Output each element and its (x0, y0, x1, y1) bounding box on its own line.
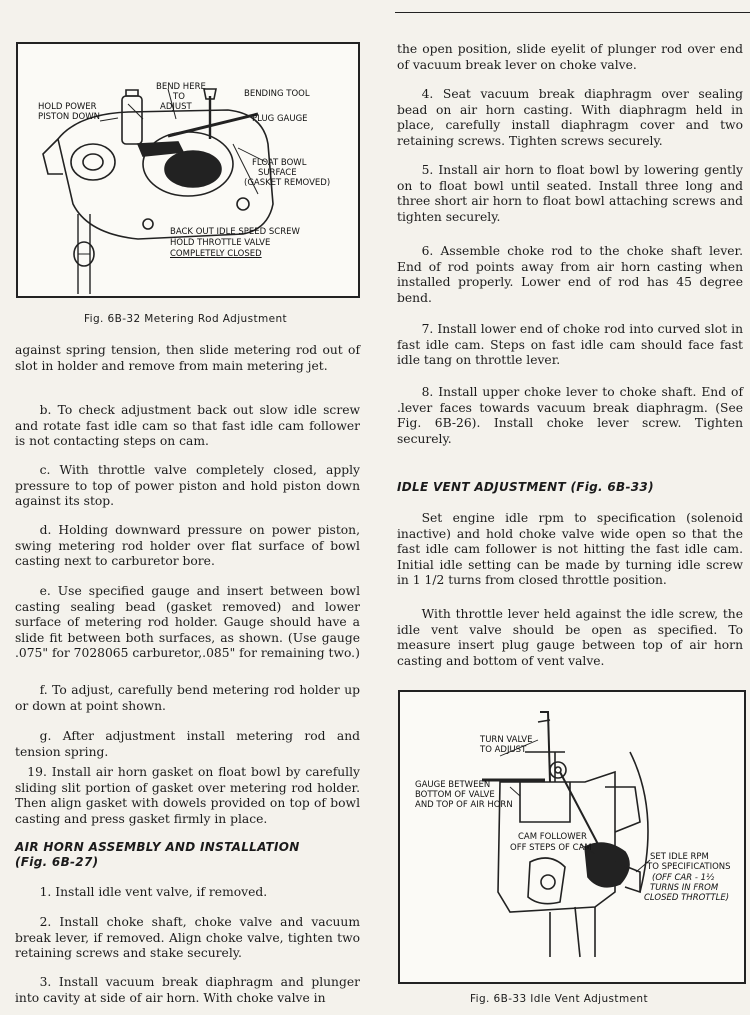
step-e: e. Use specified gauge and insert between bowl casting sealing bead (gasket removed) and lower surface of metering rod holder. Gauge should have a slide fit between both surfaces, as shown. (Use gauge .075" for 7028065 carburetor,.085" for remaining two.) (15, 584, 360, 661)
label-cam-follower: CAM FOLLOWER (518, 832, 587, 842)
figure-caption-6b-32: Fig. 6B-32 Metering Rod Adjustment (84, 313, 288, 325)
label-turns-in-from: TURNS IN FROM (650, 883, 719, 893)
heading-air-horn-assembly: AIR HORN ASSEMBLY AND INSTALLATION (15, 840, 300, 854)
label-to: TO (173, 92, 185, 102)
label-off-car: (OFF CAR - 1½ (652, 873, 715, 883)
label-adjust: ADJUST (160, 102, 192, 112)
label-gasket-removed: (GASKET REMOVED) (244, 178, 331, 188)
label-bending-tool: BENDING TOOL (244, 89, 310, 99)
step-19: 19. Install air horn gasket on float bowl by carefully sliding slit portion of gasket over metering rod holder. Then align gasket with dowels provided on top of bowl casting and press gasket firmly in place. (15, 765, 360, 826)
step-3: 3. Install vacuum break diaphragm and plunger into cavity at side of air horn. With choke valve in (15, 975, 360, 1005)
top-rule (395, 12, 750, 13)
label-completely-closed: COMPLETELY CLOSED (170, 249, 262, 259)
label-to-adjust: TO ADJUST (480, 745, 527, 755)
step-5: 5. Install air horn to float bowl by lowering gently on to float bowl until seated. Install three long and three short air horn to float bowl attaching screws and tighten securely. (397, 163, 743, 224)
label-closed-throttle: CLOSED THROTTLE) (644, 893, 730, 903)
figure-metering-rod-adjustment (16, 42, 360, 298)
label-back-out-idle-speed-screw: BACK OUT IDLE SPEED SCREW (170, 227, 300, 237)
step-c: c. With throttle valve completely closed, apply pressure to top of power piston and hold piston down against its stop. (15, 463, 360, 509)
label-surface: SURFACE (258, 168, 297, 178)
step-6: 6. Assemble choke rod to the choke shaft lever. End of rod points away from air horn casting when installed properly. Lower end of rod has 45 degree bend. (397, 244, 743, 305)
step-2: 2. Install choke shaft, choke valve and vacuum break lever, if removed. Align choke valve, tighten two retaining screws and stake securely. (15, 915, 360, 961)
step-f: f. To adjust, carefully bend metering rod holder up or down at point shown. (15, 683, 360, 713)
label-float-bowl: FLOAT BOWL (252, 158, 307, 168)
label-hold-power: HOLD POWER (38, 102, 97, 112)
label-to-specifications: TO SPECIFICATIONS (647, 862, 731, 872)
label-bottom-of-valve: BOTTOM OF VALVE (415, 790, 495, 800)
step-b: b. To check adjustment back out slow idle screw and rotate fast idle cam so that fast idle cam follower is not contacting steps on cam. (15, 403, 360, 449)
heading-air-horn-fig-ref: (Fig. 6B-27) (15, 855, 99, 869)
figure-caption-6b-33: Fig. 6B-33 Idle Vent Adjustment (470, 993, 649, 1005)
paragraph-set-engine-idle: Set engine idle rpm to specification (solenoid inactive) and hold choke valve wide open so that the fast idle cam follower is not hitting the fast idle cam. Initial idle setting can be made by turning idle screw in 1 1/2 turns from closed throttle position. (397, 511, 743, 588)
paragraph-continuation: against spring tension, then slide metering rod out of slot in holder and remove from main metering jet. (15, 343, 360, 373)
label-top-of-air-horn: AND TOP OF AIR HORN (415, 800, 513, 810)
step-8: 8. Install upper choke lever to choke shaft. End of .lever faces towards vacuum break diaphragm. (See Fig. 6B-26). Install choke lever screw. Tighten securely. (397, 385, 743, 446)
paragraph-throttle-lever: With throttle lever held against the idle screw, the idle vent valve should be open as specified. To measure insert plug gauge between top of air horn casting and bottom of vent valve. (397, 607, 743, 668)
label-hold-throttle-valve: HOLD THROTTLE VALVE (170, 238, 271, 248)
label-set-idle-rpm: SET IDLE RPM (650, 852, 709, 862)
step-4: 4. Seat vacuum break diaphragm over sealing bead on air horn casting. With diaphragm held in place, carefully install diaphragm cover and two retaining screws. Tighten screws securely. (397, 87, 743, 148)
label-bend-here: BEND HERE (156, 82, 206, 92)
heading-idle-vent-adjustment: IDLE VENT ADJUSTMENT (Fig. 6B-33) (397, 480, 654, 494)
label-plug-gauge: PLUG GAUGE (252, 114, 308, 124)
paragraph-continuation-right: the open position, slide eyelit of plunger rod over end of vacuum break lever on choke valve. (397, 42, 743, 72)
label-turn-valve: TURN VALVE (480, 735, 533, 745)
label-piston-down: PISTON DOWN (38, 112, 100, 122)
step-d: d. Holding downward pressure on power piston, swing metering rod holder over flat surface of bowl casting next to carburetor bore. (15, 523, 360, 569)
step-1: 1. Install idle vent valve, if removed. (39, 885, 268, 899)
label-gauge-between: GAUGE BETWEEN (415, 780, 491, 790)
step-7: 7. Install lower end of choke rod into curved slot in fast idle cam. Steps on fast idle cam should face fast idle tang on throttle lever. (397, 322, 743, 368)
figure-idle-vent-adjustment (398, 690, 746, 984)
label-off-steps-of-cam: OFF STEPS OF CAM (510, 843, 592, 853)
step-g: g. After adjustment install metering rod and tension spring. (15, 729, 360, 759)
